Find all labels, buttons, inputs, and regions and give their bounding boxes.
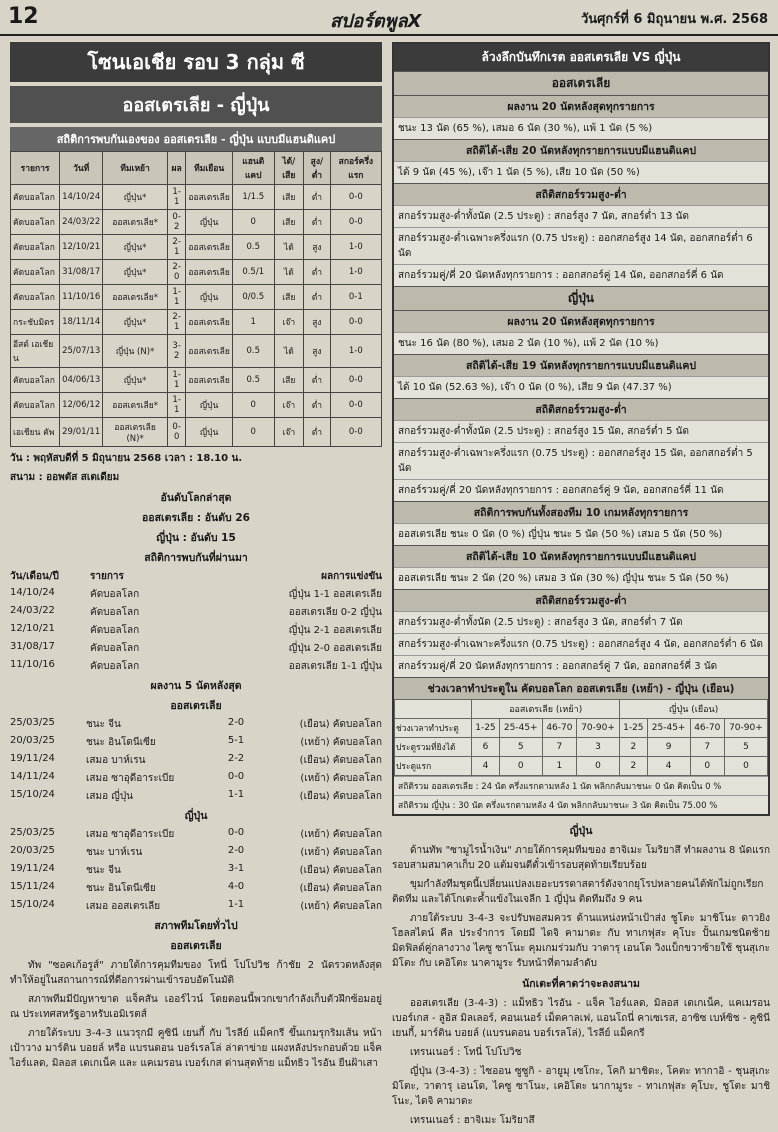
form-cell: 20/03/25 — [10, 735, 55, 746]
h2h-cell: ญี่ปุ่น* — [103, 260, 168, 285]
jpn-form: ชนะ 16 นัด (80 %), เสมอ 2 นัด (10 %), แพ้ 2 นัด (10 %) — [394, 332, 768, 354]
form-jpn-list — [10, 827, 382, 914]
h2h-cell: 0-0 — [330, 185, 381, 210]
h2h-cell: 1/1.5 — [232, 185, 274, 210]
h2h-cell: ออสเตรเลีย — [186, 335, 232, 368]
h2h-table — [10, 151, 382, 447]
h2h-cell: ต่ำ — [304, 393, 331, 418]
form-cell: 1-1 — [227, 899, 245, 910]
form-cell: 15/10/24 — [10, 899, 55, 910]
form-row — [10, 899, 382, 914]
h2h-cell: ญี่ปุ่น* — [103, 185, 168, 210]
h2h-cell: สูง — [304, 235, 331, 260]
form-cell: 19/11/24 — [10, 863, 55, 874]
form-cell: 19/11/24 — [10, 753, 55, 764]
h2h-cell: ออสเตรเลีย — [186, 368, 232, 393]
past-header-cell: ผลการแข่งขัน — [321, 571, 382, 582]
h2h-header-cell: รายการ — [11, 152, 60, 185]
h2h-cell: คัดบอลโลก — [11, 185, 60, 210]
jpn-ou1: สกอร์รวมสูง-ต่ำทั้งนัด (2.5 ประตู) : สกอร์สูง 15 นัด, สกอร์ต่ำ 5 นัด — [394, 420, 768, 442]
h2h-cell: ต่ำ — [304, 185, 331, 210]
aus-hc-title: สถิติได้-เสีย 20 นัดหลังทุกรายการแบบมีแฮนดิแคป — [394, 139, 768, 161]
h2h10: ออสเตรเลีย ชนะ 0 นัด (0 %) ญี่ปุ่น ชนะ 5 นัด (50 %) เสมอ 5 นัด (50 %) — [394, 523, 768, 545]
h2h-cell: 0-2 — [167, 210, 185, 235]
cond-aus-p3: ภายใต้ระบบ 3-4-3 แนวรุกมี คูซินี เยนกี้ กับ ไรลีย์ แม็คกรี ขึ้นเกมรุกริมเส้น หน้าเป้าวาง มาร์ติน บอยล์ หรือ แบรนดอน บอร์เรลโล่ ล่าตาข่าย แผงหลังประกอบด้วย แจ็ค ไอร์แลด, มิลอส เดเกเน็ค และ แคเมรอน เบอร์เกส ด่านสุดท้าย แม็ทธิว ไรอัน ยืนฝ้าเสา — [10, 1028, 382, 1069]
form-cell: ชนะ บาห์เรน — [86, 847, 143, 858]
kickoff-time: วัน : พฤหัสบดีที่ 5 มิถุนายน 2568 เวลา : 18.10 น. — [10, 453, 243, 464]
aus-label: ออสเตรเลีย — [394, 71, 768, 95]
brand-logo: สปอร์ตพูลX — [330, 11, 422, 32]
form-title: ผลงาน 5 นัดหลังสุด — [150, 680, 242, 692]
h2h-cell: ต่ำ — [304, 368, 331, 393]
h2h-cell: เจ๊า — [274, 418, 304, 447]
h2h-cell: 0-1 — [330, 285, 381, 310]
time-cell: 70-90+ — [724, 719, 767, 738]
form-cell: 2-0 — [227, 845, 245, 856]
time-cell: 46-70 — [690, 719, 724, 738]
h2h-cell: คัดบอลโลก — [11, 285, 60, 310]
lineup-jpn: ญี่ปุ่น (3-4-3) : ไซออน ซูซูกิ - อายูมุ เซโกะ, โคกิ มาชิดะ, โคตะ ทากาอิ - ชุนสุเกะ มิโตะ, วาตารุ เอนโด, ไคซู ซาโนะ, เคอิโตะ นากามูระ - ทาเกฟุสะ คุโบะ, ชูโตะ มาชิโนะ, ไดจิ คามาดะ — [392, 1066, 770, 1107]
form-cell: 2-0 — [227, 717, 245, 728]
h2h-title: สถิติการพบกันเองของ ออสเตรเลีย - ญี่ปุ่น แบบมีแฮนดิแคป — [10, 127, 382, 151]
time-cell: 0 — [724, 757, 767, 776]
past-header-cell: วัน/เดือน/ปี — [10, 571, 59, 582]
lineup-aus: ออสเตรเลีย (3-4-3) : แม็ทธิว ไรอัน - แจ็ค ไอร์แลด, มิลอส เดเกเน็ค, แคเมรอน เบอร์เกส - ลูอิส มิลเลอร์, คอนเนอร์ เม็ตคาลเฟ, แอนโถนี่ คาเซเรส, อาซิซ เบห์ซิช - คูซินี เยนกี้, มาร์ติน บอยล์ (แบรนดอน บอร์เรลโล่), ไรลีย์ แม็คกรี — [392, 998, 770, 1039]
h2h-header-cell: ทีมเหย้า — [103, 152, 168, 185]
h2h-cell: 0/0.5 — [232, 285, 274, 310]
h2h-cell: 29/01/11 — [60, 418, 103, 447]
past-cell: 12/10/21 — [10, 623, 55, 634]
form-cell: 3-1 — [227, 863, 245, 874]
form-cell: เสมอ บาห์เรน — [86, 755, 146, 766]
form-cell: 0-0 — [227, 771, 245, 782]
h2h-cell: 0.5 — [232, 235, 274, 260]
time-header-cell: ออสเตรเลีย (เหย้า) — [472, 700, 620, 719]
h2h-cell: 1-1 — [167, 393, 185, 418]
h2h-header-cell: ได้/เสีย — [274, 152, 304, 185]
right-column — [392, 42, 770, 1132]
h2h-cell: 0 — [232, 393, 274, 418]
jpn-form-title: ผลงาน 20 นัดหลังสุดทุกรายการ — [394, 310, 768, 332]
form-row — [10, 845, 382, 860]
h2h-cell: ต่ำ — [304, 285, 331, 310]
h2h-row — [11, 335, 382, 368]
jpn-hc: ได้ 10 นัด (52.63 %), เจ๊า 0 นัด (0 %), เสีย 9 นัด (47.37 %) — [394, 376, 768, 398]
jpn-hc-title: สถิติได้-เสีย 19 นัดหลังทุกรายการแบบมีแฮนดิแคป — [394, 354, 768, 376]
form-cell: 15/10/24 — [10, 789, 55, 800]
time-row — [395, 738, 768, 757]
form-cell: เสมอ ซาอุดีอาระเบีย — [86, 773, 175, 784]
h2h-cell: สูง — [304, 335, 331, 368]
past-row — [10, 659, 382, 674]
past-cell: ญี่ปุ่น 2-1 ออสเตรเลีย — [288, 625, 382, 636]
h2h-row — [11, 393, 382, 418]
h2h-cell: เจ๊า — [274, 310, 304, 335]
form-row — [10, 717, 382, 732]
h2h-cell: 0.5 — [232, 335, 274, 368]
past-cell: ออสเตรเลีย 1-1 ญี่ปุ่น — [288, 661, 382, 672]
form-cell: (เยือน) คัดบอลโลก — [299, 791, 382, 802]
lineup-title: นักเตะที่คาดว่าจะลงสนาม — [522, 978, 640, 990]
form-cell: (เยือน) คัดบอลโลก — [299, 883, 382, 894]
form-cell: (เหย้า) คัดบอลโลก — [300, 773, 382, 784]
time-cell: 4 — [647, 757, 690, 776]
h2h-cell: 1-0 — [330, 335, 381, 368]
time-note1: สถิติรวม ออสเตรเลีย : 24 นัด ครึ่งแรกตามหลัง 1 นัด พลิกกลับมาชนะ 0 นัด คิดเป็น 0 % — [394, 776, 768, 795]
time-cell: 2 — [620, 757, 648, 776]
jpn-cond-title: ญี่ปุ่น — [569, 825, 593, 837]
h2h-cell: 0 — [232, 418, 274, 447]
time-cell: 7 — [542, 738, 576, 757]
form-cell: (เหย้า) คัดบอลโลก — [300, 737, 382, 748]
h2h-row — [11, 368, 382, 393]
form-aus-title: ออสเตรเลีย — [170, 700, 222, 712]
h2h-cell: 11/10/16 — [60, 285, 103, 310]
form-row — [10, 771, 382, 786]
h2h-cell: ญี่ปุ่น — [186, 393, 232, 418]
h2h-cell: 12/06/12 — [60, 393, 103, 418]
past-row — [10, 587, 382, 602]
h2h-cell: ญี่ปุ่น* — [103, 368, 168, 393]
h2h-cell: ญี่ปุ่น — [186, 418, 232, 447]
h2h-cell: 0-0 — [330, 393, 381, 418]
form-cell: 4-0 — [227, 881, 245, 892]
time-cell: 5 — [724, 738, 767, 757]
h2h-cell: 14/10/24 — [60, 185, 103, 210]
form-cell: (เหย้า) คัดบอลโลก — [300, 847, 382, 858]
time-header-row — [395, 700, 768, 719]
form-cell: ชนะ จีน — [86, 719, 121, 730]
jpn-cond-p2: ขุมกำลังทีมชุดนี้เปลี่ยนแปลงเยอะบรรดาสตาร์ดังจากยุโรปหลายคนได้พักไม่ถูกเรียกติดทีม และได้โกเตะค้ำแข้งในเจลีก 1 ญี่ปุ่น ติดทีมถึง 9 คน — [392, 879, 764, 905]
h2h-cell: 0-0 — [330, 368, 381, 393]
past-cell: คัดบอลโลก — [90, 589, 140, 600]
time-cell: 0 — [577, 757, 620, 776]
time-cell: 0 — [499, 757, 542, 776]
h2h-cell: 2-0 — [167, 260, 185, 285]
past-cell: 14/10/24 — [10, 587, 55, 598]
h2h-cell: ญี่ปุ่น — [186, 285, 232, 310]
rank-aus: ออสเตรเลีย : อันดับ 26 — [142, 512, 250, 524]
h2h-cell: 1-1 — [167, 368, 185, 393]
time-header-cell: ญี่ปุ่น (เยือน) — [620, 700, 768, 719]
h2h-cell: 3-2 — [167, 335, 185, 368]
time-cell: 25-45+ — [499, 719, 542, 738]
venue: สนาม : ออพตัส สเตเดียม — [10, 472, 120, 483]
form-row — [10, 789, 382, 804]
form-cell: (เยือน) คัดบอลโลก — [299, 755, 382, 766]
form-cell: (เยือน) คัดบอลโลก — [299, 865, 382, 876]
match-title: ออสเตรเลีย - ญี่ปุ่น — [10, 86, 382, 123]
form-cell: 2-2 — [227, 753, 245, 764]
h2h-cell: 0-0 — [330, 210, 381, 235]
form-cell: 15/11/24 — [10, 881, 55, 892]
h2h-cell: กระชับมิตร — [11, 310, 60, 335]
time-title: ช่วงเวลาทำประตูใน คัดบอลโลก ออสเตรเลีย (เหย้า) - ญี่ปุ่น (เยือน) — [394, 677, 768, 699]
past-row — [10, 641, 382, 656]
h2h-cell: 0.5 — [232, 368, 274, 393]
cond-aus-title: ออสเตรเลีย — [170, 940, 222, 952]
form-row — [10, 753, 382, 768]
time-row — [395, 757, 768, 776]
h2h-row — [11, 210, 382, 235]
h2h-cell: เสีย — [274, 185, 304, 210]
h2h-cell: เสีย — [274, 368, 304, 393]
h2h-cell: ญี่ปุ่น* — [103, 235, 168, 260]
form-cell: ชนะ อินโดนีเซีย — [86, 883, 156, 894]
h2h-header-row — [11, 152, 382, 185]
h2h-row — [11, 235, 382, 260]
aus-ou2: สกอร์รวมสูง-ต่ำเฉพาะครึ่งแรก (0.75 ประตู) : ออกสกอร์สูง 14 นัด, ออกสกอร์ต่ำ 6 นัด — [394, 227, 768, 264]
h2h10hc-title: สถิติได้-เสีย 10 นัดหลังทุกรายการแบบมีแฮนดิแคป — [394, 545, 768, 567]
past-cell: 31/08/17 — [10, 641, 55, 652]
form-cell: 1-1 — [227, 789, 245, 800]
aus-form: ชนะ 13 นัด (65 %), เสมอ 6 นัด (30 %), แพ้ 1 นัด (5 %) — [394, 117, 768, 139]
form-cell: 0-0 — [227, 827, 245, 838]
jpn-label: ญี่ปุ่น — [394, 286, 768, 310]
past-cell: คัดบอลโลก — [90, 607, 140, 618]
form-cell: (เยือน) คัดบอลโลก — [299, 719, 382, 730]
form-cell: เสมอ ออสเตรเลีย — [86, 901, 161, 912]
h2h-cell: ออสเตรเลีย — [186, 185, 232, 210]
h2h-cell: ออสเตรเลีย — [186, 235, 232, 260]
h2h-cell: 0-0 — [330, 310, 381, 335]
h2h-cell: ต่ำ — [304, 418, 331, 447]
h2h-header-cell: ผล — [167, 152, 185, 185]
form-row — [10, 827, 382, 842]
h2h-cell: 2-1 — [167, 310, 185, 335]
h2h-cell: คัดบอลโลก — [11, 210, 60, 235]
condition-title: สภาพทีมโดยทั่วไป — [154, 920, 238, 932]
form-cell: ชนะ อินโดนีเซีย — [86, 737, 156, 748]
past-cell: ออสเตรเลีย 0-2 ญี่ปุ่น — [288, 607, 382, 618]
h2h-cell: ญี่ปุ่น — [186, 210, 232, 235]
past-cell: 11/10/16 — [10, 659, 55, 670]
form-cell: 25/03/25 — [10, 717, 55, 728]
h2h10-title: สถิติการพบกันทั้งสองทีม 10 เกมหลังทุกรายการ — [394, 501, 768, 523]
h2h-cell: ออสเตรเลีย* — [103, 210, 168, 235]
h2h-cell: คัดบอลโลก — [11, 260, 60, 285]
time-cell: 2 — [620, 738, 648, 757]
h2h-cell: อีสต์ เอเชียน — [11, 335, 60, 368]
h2h-cell: ได้ — [274, 235, 304, 260]
form-row — [10, 863, 382, 878]
h2h-cell: คัดบอลโลก — [11, 393, 60, 418]
h2hou3: สกอร์รวมคู่/คี่ 20 นัดหลังทุกรายการ : ออกสกอร์คู่ 7 นัด, ออกสกอร์คี่ 3 นัด — [394, 655, 768, 677]
stats-title: ล้วงลึกบันทึกเรต ออสเตรเลีย VS ญี่ปุ่น — [394, 44, 768, 71]
h2h-header-cell: สูง/ต่ำ — [304, 152, 331, 185]
h2h-cell: คัดบอลโลก — [11, 235, 60, 260]
aus-ou3: สกอร์รวมคู่/คี่ 20 นัดหลังทุกรายการ : ออกสกอร์คู่ 14 นัด, ออกสกอร์คี่ 6 นัด — [394, 264, 768, 286]
past-row — [10, 623, 382, 638]
h2h-cell: 31/08/17 — [60, 260, 103, 285]
h2h-cell: ได้ — [274, 335, 304, 368]
past-cell: ญี่ปุ่น 1-1 ออสเตรเลีย — [288, 589, 382, 600]
form-jpn-title: ญี่ปุ่น — [184, 810, 208, 822]
past-header-row — [10, 569, 382, 584]
time-cell: 46-70 — [542, 719, 576, 738]
jpn-cond-p3: ภายใต้ระบบ 3-4-3 จะปรับพอสมควร ด้านแหน่งหน้าเป้าส่ง ชูโตะ มาชิโนะ ดาวยิงโฮลสไตน์ คีล ประจำการ โดยมี ไดจิ คามาดะ กับ ทาเกฟุสะ คุโบะ ปั้นเกมชนิดช้าย มิดฟิลด์คู่กลางวาง ไคซู ซาโนะ คุมเกมร่วมกับ วาตารุ เอนโด วิงแบ็กขวาซ้ายใช้ ชุนสุเกะ มิโตะ กับ เคอิโตะ นาคามูระ รับหน้าที่ตามลำดับ — [392, 913, 770, 969]
form-cell: เสมอ ซาอุดีอาระเบีย — [86, 829, 175, 840]
h2h-cell: 0.5/1 — [232, 260, 274, 285]
coach-jpn: เทรนเนอร์ : ฮาจิเมะ โมริยาสึ — [410, 1115, 535, 1126]
h2h-cell: สูง — [304, 310, 331, 335]
past-cell: 24/03/22 — [10, 605, 55, 616]
form-aus-list — [10, 717, 382, 804]
h2h-header-cell: สกอร์ครึ่งแรก — [330, 152, 381, 185]
h2h-cell: 1-0 — [330, 260, 381, 285]
h2h-row — [11, 310, 382, 335]
past-title: สถิติการพบกันที่ผ่านมา — [144, 552, 248, 564]
past-header-cell: รายการ — [90, 571, 124, 582]
h2h-header-cell: วันที่ — [60, 152, 103, 185]
time-cell: 1-25 — [620, 719, 648, 738]
time-cell: ประตูรวมที่ยิงได้ — [395, 738, 472, 757]
cond-aus-p1: ทัพ "ซอคเก้อรูส์" ภายใต้การคุมทีมของ โทนี่ โปโปวิช ก้าชัย 2 นัดรวดหลังสุด ทำให้อยู่ในสถานการณ์ที่ดีอการผ่านเข้ารอบอัตโนมัติ — [10, 960, 382, 986]
h2h-cell: 1-1 — [167, 285, 185, 310]
past-results — [10, 569, 382, 674]
h2h10hc: ออสเตรเลีย ชนะ 2 นัด (20 %) เสมอ 3 นัด (30 %) ญี่ปุ่น ชนะ 5 นัด (50 %) — [394, 567, 768, 589]
issue-date: วันศุกร์ที่ 6 มิถุนายน พ.ศ. 2568 — [580, 12, 768, 27]
h2h-row — [11, 260, 382, 285]
time-cell: ช่วงเวลาทำประตู — [395, 719, 472, 738]
h2h-row — [11, 185, 382, 210]
time-cell: 9 — [647, 738, 690, 757]
h2h-cell: 25/07/13 — [60, 335, 103, 368]
h2h-cell: 18/11/14 — [60, 310, 103, 335]
h2h-cell: ต่ำ — [304, 260, 331, 285]
time-row — [395, 719, 768, 738]
time-cell: ประตูแรก — [395, 757, 472, 776]
h2h-cell: 24/03/22 — [60, 210, 103, 235]
form-cell: 5-1 — [227, 735, 245, 746]
stats-box — [392, 42, 770, 816]
h2h-cell: เอเชียน คัพ — [11, 418, 60, 447]
form-cell: 25/03/25 — [10, 827, 55, 838]
form-row — [10, 735, 382, 750]
section-title: โซนเอเชีย รอบ 3 กลุ่ม ซี — [10, 42, 382, 82]
coach-aus: เทรนเนอร์ : โทนี่ โปโปวิช — [410, 1047, 522, 1058]
form-cell: 14/11/24 — [10, 771, 55, 782]
h2h-header-cell: ทีมเยือน — [186, 152, 232, 185]
past-cell: คัดบอลโลก — [90, 661, 140, 672]
past-cell: คัดบอลโลก — [90, 643, 140, 654]
jpn-ou-title: สถิติสกอร์รวมสูง-ต่ำ — [394, 398, 768, 420]
left-column — [10, 42, 382, 1075]
h2hou1: สกอร์รวมสูง-ต่ำทั้งนัด (2.5 ประตู) : สกอร์สูง 3 นัด, สกอร์ต่ำ 7 นัด — [394, 611, 768, 633]
h2h-row — [11, 418, 382, 447]
jpn-ou3: สกอร์รวมคู่/คี่ 20 นัดหลังทุกรายการ : ออกสกอร์คู่ 9 นัด, ออกสกอร์คี่ 11 นัด — [394, 479, 768, 501]
h2h-cell: 0 — [232, 210, 274, 235]
h2h-cell: คัดบอลโลก — [11, 368, 60, 393]
h2h-cell: 12/10/21 — [60, 235, 103, 260]
h2h-cell: 0-0 — [330, 418, 381, 447]
h2h-cell: 0-0 — [167, 418, 185, 447]
time-cell: 1-25 — [472, 719, 500, 738]
h2h-cell: เจ๊า — [274, 393, 304, 418]
h2h-cell: ญี่ปุ่น* — [103, 310, 168, 335]
h2h-cell: ได้ — [274, 260, 304, 285]
goal-time-table — [394, 699, 768, 776]
h2h-header-cell: แฮนดิแคป — [232, 152, 274, 185]
time-cell: 4 — [472, 757, 500, 776]
form-cell: ชนะ จีน — [86, 865, 121, 876]
rank-jpn: ญี่ปุ่น : อันดับ 15 — [156, 532, 236, 544]
h2h-cell: 2-1 — [167, 235, 185, 260]
form-cell: เสมอ ญี่ปุ่น — [86, 791, 134, 802]
time-cell: 6 — [472, 738, 500, 757]
page-header — [0, 0, 778, 36]
past-cell: ญี่ปุ่น 2-0 ออสเตรเลีย — [288, 643, 382, 654]
h2h-row — [11, 285, 382, 310]
aus-ou1: สกอร์รวมสูง-ต่ำทั้งนัด (2.5 ประตู) : สกอร์สูง 7 นัด, สกอร์ต่ำ 13 นัด — [394, 205, 768, 227]
h2h-cell: 04/06/13 — [60, 368, 103, 393]
time-cell: 5 — [499, 738, 542, 757]
h2hou-title: สถิติสกอร์รวมสูง-ต่ำ — [394, 589, 768, 611]
jpn-cond-p1: ด้านทัพ "ซามูไรน้ำเงิน" ภายใต้การคุมทีมของ ฮาจิเมะ โมริยาสึ ทำผลงาน 8 นัดแรกรอบสามสมาคาเก็บ 20 แต้มจนตีตั๋วเข้ารอบสุดท้ายเรียบร้อย — [392, 845, 770, 871]
past-cell: คัดบอลโลก — [90, 625, 140, 636]
h2h-cell: เสีย — [274, 285, 304, 310]
h2h-cell: ออสเตรเลีย — [186, 310, 232, 335]
time-cell: 0 — [690, 757, 724, 776]
h2h-cell: 1-0 — [330, 235, 381, 260]
h2h-cell: ออสเตรเลีย (N)* — [103, 418, 168, 447]
page-number: 12 — [8, 4, 39, 29]
past-row — [10, 605, 382, 620]
h2h-cell: ออสเตรเลีย — [186, 260, 232, 285]
h2h-cell: ออสเตรเลีย* — [103, 285, 168, 310]
h2h-cell: 1-1 — [167, 185, 185, 210]
cond-aus-p2: สภาพทีมมีปัญหาขาด แจ็คสัน เออร์ไวน์ โดยตอนนี้พวกเขากำลังเก็บตัวฝึกซ้อมอยู่ ณ ประเทศสหรัฐอาหรับเอมิเรตส์ — [10, 994, 382, 1020]
h2h-cell: ต่ำ — [304, 210, 331, 235]
form-row — [10, 881, 382, 896]
time-cell: 25-45+ — [647, 719, 690, 738]
time-header-cell — [395, 700, 472, 719]
rank-title: อันดับโลกล่าสุด — [160, 492, 232, 504]
time-cell: 3 — [577, 738, 620, 757]
jpn-ou2: สกอร์รวมสูง-ต่ำเฉพาะครึ่งแรก (0.75 ประตู) : ออกสกอร์สูง 15 นัด, ออกสกอร์ต่ำ 5 นัด — [394, 442, 768, 479]
aus-form-title: ผลงาน 20 นัดหลังสุดทุกรายการ — [394, 95, 768, 117]
h2h-cell: ออสเตรเลีย* — [103, 393, 168, 418]
time-note2: สถิติรวม ญี่ปุ่น : 30 นัด ครึ่งแรกตามหลัง 4 นัด พลิกกลับมาชนะ 3 นัด คิดเป็น 75.00 % — [394, 795, 768, 814]
time-cell: 1 — [542, 757, 576, 776]
form-cell: (เหย้า) คัดบอลโลก — [300, 829, 382, 840]
h2h-cell: เสีย — [274, 210, 304, 235]
time-cell: 70-90+ — [577, 719, 620, 738]
aus-ou-title: สถิติสกอร์รวมสูง-ต่ำ — [394, 183, 768, 205]
aus-hc: ได้ 9 นัด (45 %), เจ๊า 1 นัด (5 %), เสีย 10 นัด (50 %) — [394, 161, 768, 183]
h2h-cell: ญี่ปุ่น (N)* — [103, 335, 168, 368]
form-cell: (เหย้า) คัดบอลโลก — [300, 901, 382, 912]
h2h-cell: 1 — [232, 310, 274, 335]
h2hou2: สกอร์รวมสูง-ต่ำเฉพาะครึ่งแรก (0.75 ประตู) : ออกสกอร์สูง 4 นัด, ออกสกอร์ต่ำ 6 นัด — [394, 633, 768, 655]
time-cell: 7 — [690, 738, 724, 757]
form-cell: 20/03/25 — [10, 845, 55, 856]
